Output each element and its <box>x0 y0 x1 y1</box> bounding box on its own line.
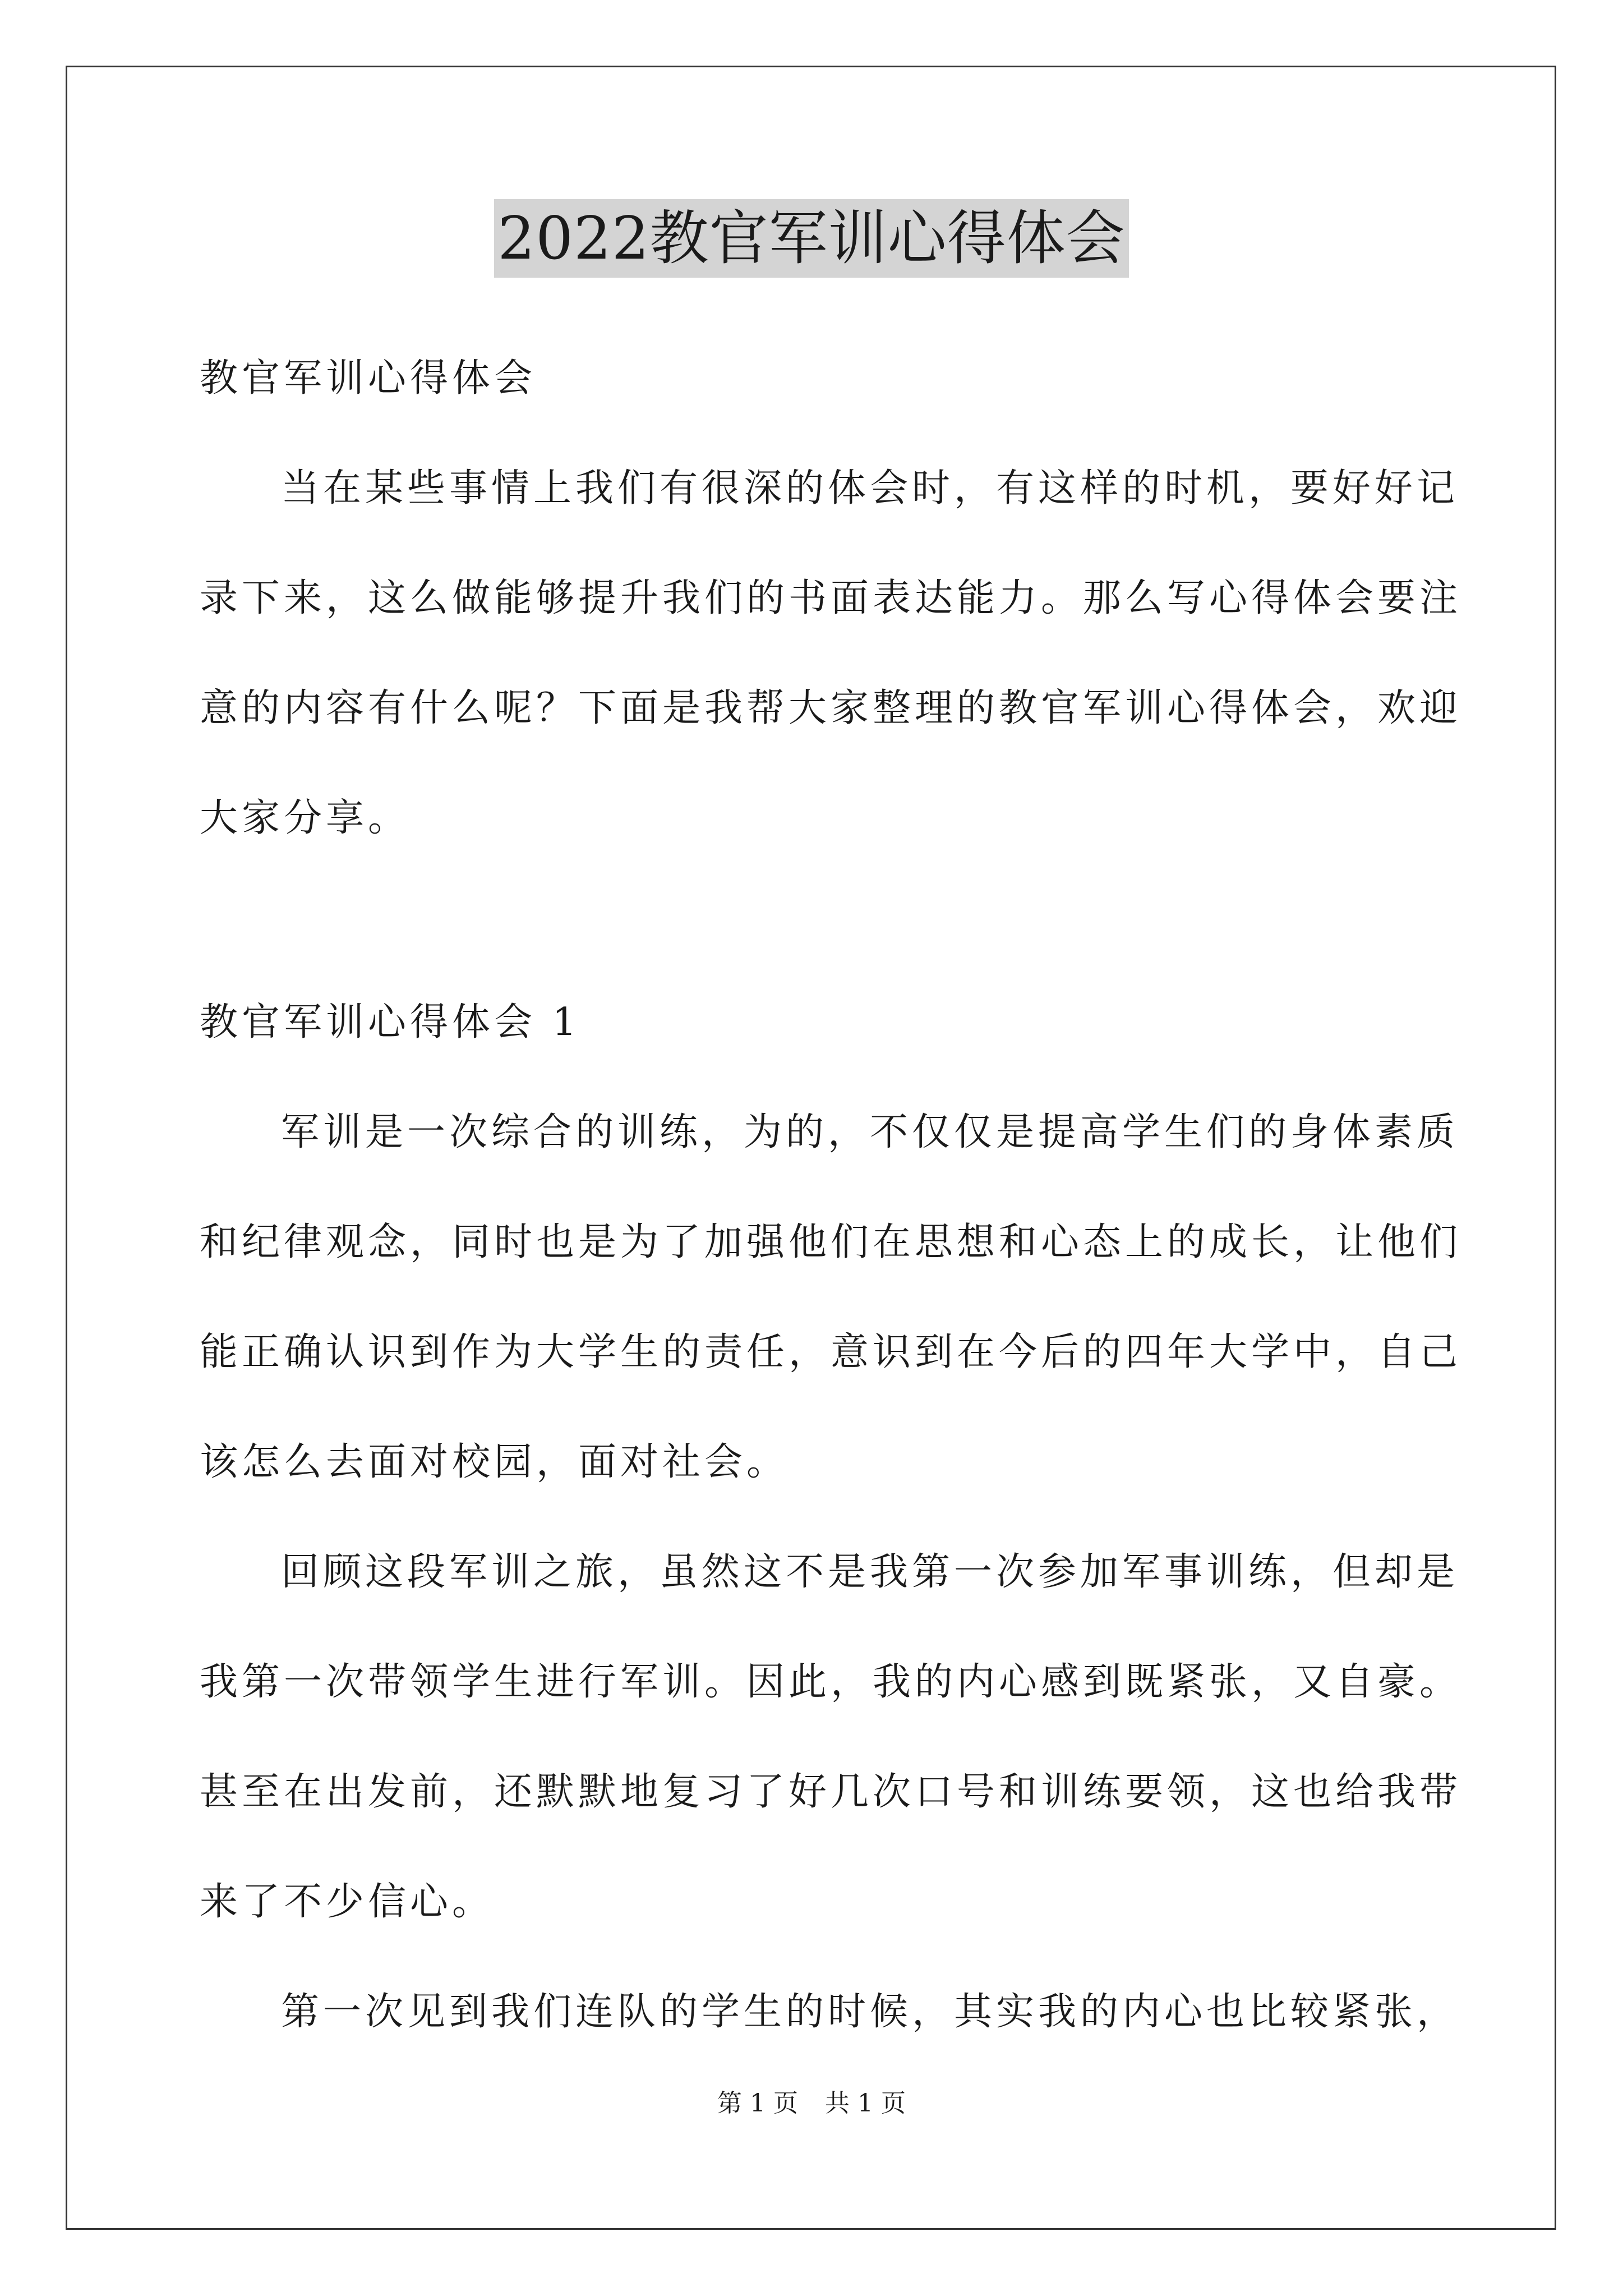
paragraph-line: 我第一次带领学生进行军训。因此，我的内心感到既紧张，又自豪。 <box>200 1660 1462 1704</box>
document-title: 2022教官军训心得体会 <box>494 199 1128 278</box>
paragraph-line: 该怎么去面对校园，面对社会。 <box>200 1440 789 1484</box>
page-total: 共 1 页 <box>825 2089 906 2118</box>
paragraph-line: 能正确认识到作为大学生的责任，意识到在今后的四年大学中，自己 <box>200 1330 1462 1374</box>
section-spacer <box>200 898 1433 992</box>
intro-heading: 教官军训心得体会 <box>200 356 537 401</box>
paragraph-line: 来了不少信心。 <box>200 1880 495 1924</box>
paragraph-line: 甚至在出发前，还默默地复习了好几次口号和训练要领，这也给我带 <box>200 1770 1462 1814</box>
paragraph-line: 军训是一次综合的训练，为的，不仅仅是提高学生们的身体素质 <box>281 1110 1459 1154</box>
paragraph-line: 回顾这段军训之旅，虽然这不是我第一次参加军事训练，但却是 <box>281 1550 1459 1594</box>
paragraph-line: 第一次见到我们连队的学生的时候，其实我的内心也比较紧张， <box>281 1990 1459 2034</box>
page-number: 第 1 页 <box>717 2089 798 2118</box>
intro-line: 录下来，这么做能够提升我们的书面表达能力。那么写心得体会要注 <box>200 576 1462 620</box>
intro-line: 当在某些事情上我们有很深的体会时，有这样的时机，要好好记 <box>281 466 1459 510</box>
intro-line: 意的内容有什么呢？下面是我帮大家整理的教官军训心得体会，欢迎 <box>200 686 1462 730</box>
title-container <box>0 199 1623 278</box>
paragraph-line: 和纪律观念，同时也是为了加强他们在思想和心态上的成长，让他们 <box>200 1220 1462 1264</box>
intro-line: 大家分享。 <box>200 796 411 840</box>
document-body <box>200 348 1462 2091</box>
page-footer <box>0 2087 1623 2120</box>
section-heading: 教官军训心得体会 1 <box>200 1000 580 1045</box>
